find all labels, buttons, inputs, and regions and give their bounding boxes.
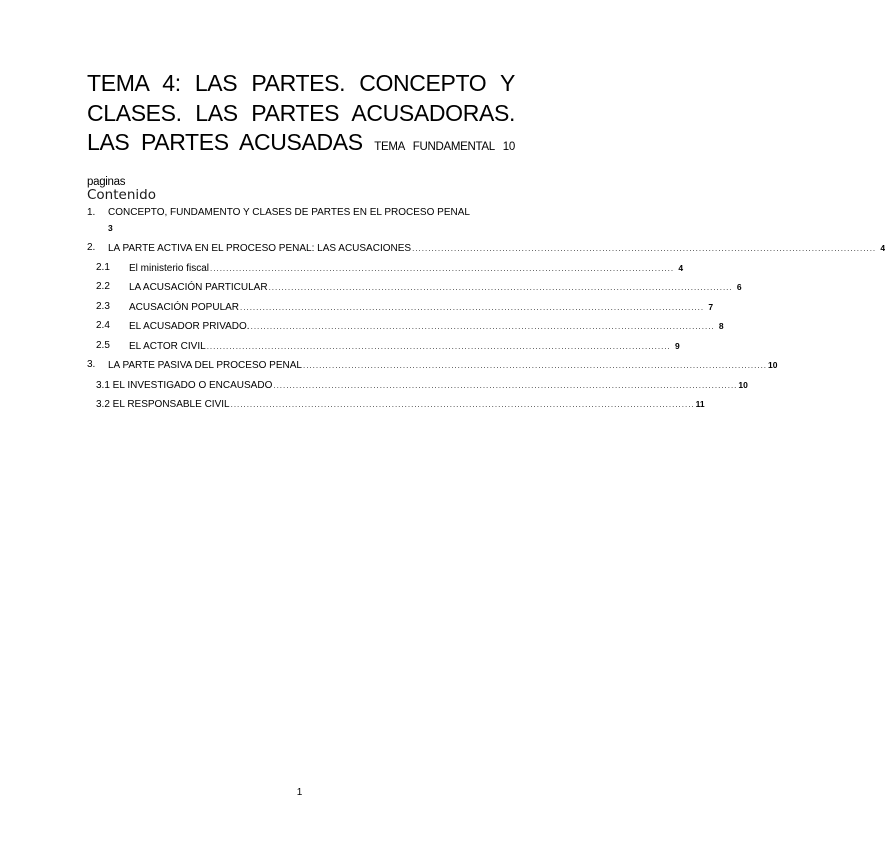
- toc-entry-text: LA PARTE ACTIVA EN EL PROCESO PENAL: LAS ACUSACIONES: [108, 243, 412, 254]
- toc-entry-number: 2.4: [96, 320, 110, 331]
- toc-entry-page: 6: [736, 282, 742, 292]
- toc-entry-number: 2.1: [96, 262, 110, 273]
- toc-entry-page: 9: [675, 341, 680, 351]
- toc-entry-page: 7: [708, 302, 714, 312]
- toc-leader: ................................................................................................................................................: [302, 361, 768, 370]
- toc-entry-text: El ministerio fiscal: [129, 263, 210, 274]
- toc-entry-text: EL ACTOR CIVIL: [129, 341, 206, 352]
- toc-entry-page: 3: [108, 223, 113, 233]
- toc-entry[interactable]: [87, 300, 714, 314]
- toc-leader: ................................................................................................................................................: [206, 342, 671, 351]
- toc-entry-number: 2.2: [96, 281, 110, 292]
- toc-leader: ................................................................................................................................................: [240, 303, 705, 312]
- toc-entry-text: ACUSACIÓN POPULAR: [129, 302, 240, 313]
- page-number: 1: [296, 787, 303, 798]
- toc-heading: Contenido: [87, 187, 156, 203]
- toc-leader: ................................................................................................................................................: [230, 400, 695, 409]
- toc-entry-number: 2.3: [96, 301, 110, 312]
- toc-entry-page: 11: [695, 399, 705, 409]
- toc-entry-text: 3.2 EL RESPONSABLE CIVIL: [96, 399, 230, 410]
- toc-entry-number: 2.: [87, 242, 96, 253]
- toc-entry-number: 1.: [87, 207, 96, 218]
- toc-entry[interactable]: [87, 206, 515, 220]
- toc-entry-page-wrap: [87, 221, 515, 235]
- toc-entry[interactable]: [87, 241, 885, 255]
- toc-entry-page: 8: [718, 321, 724, 331]
- toc-leader: ................................................................................................................................................: [250, 322, 715, 331]
- document-title: [87, 69, 515, 197]
- title-main: TEMA 4: LAS PARTES. CONCEPTO Y CLASES. LAS PARTES ACUSADORAS. LAS PARTES ACUSADAS: [87, 70, 515, 155]
- toc-entry[interactable]: [87, 261, 684, 275]
- toc-entry[interactable]: [87, 397, 705, 411]
- toc-leader: ................................................................................................................................................: [268, 283, 733, 292]
- title-note: TEMA FUNDAMENTAL 10 paginas: [87, 141, 515, 188]
- toc-entry[interactable]: [87, 378, 748, 392]
- toc-entry[interactable]: [87, 358, 778, 372]
- toc-entry-number: 3.: [87, 359, 96, 370]
- toc-entry-page: 10: [768, 360, 778, 370]
- toc-leader: ................................................................................................................................................: [210, 264, 675, 273]
- toc-entry-page: 10: [738, 380, 748, 390]
- toc-entry-text: CONCEPTO, FUNDAMENTO Y CLASES DE PARTES EN EL PROCESO PENAL: [108, 207, 470, 218]
- toc-entry-text: EL ACUSADOR PRIVADO.: [129, 321, 250, 332]
- toc-entry-page: 4: [880, 243, 885, 253]
- toc-entry-page: 4: [678, 263, 684, 273]
- toc-entry[interactable]: [87, 319, 724, 333]
- toc-leader: ................................................................................................................................................: [412, 244, 877, 253]
- toc-entry[interactable]: [87, 339, 680, 353]
- toc-leader: ................................................................................................................................................: [273, 381, 738, 390]
- toc-entry-text: 3.1 EL INVESTIGADO O ENCAUSADO: [96, 380, 273, 391]
- toc-entry[interactable]: [87, 280, 742, 294]
- toc-entry-text: LA PARTE PASIVA DEL PROCESO PENAL: [108, 360, 302, 371]
- toc-entry-number: 2.5: [96, 340, 110, 351]
- toc-entry-text: LA ACUSACIÓN PARTICULAR: [129, 282, 268, 293]
